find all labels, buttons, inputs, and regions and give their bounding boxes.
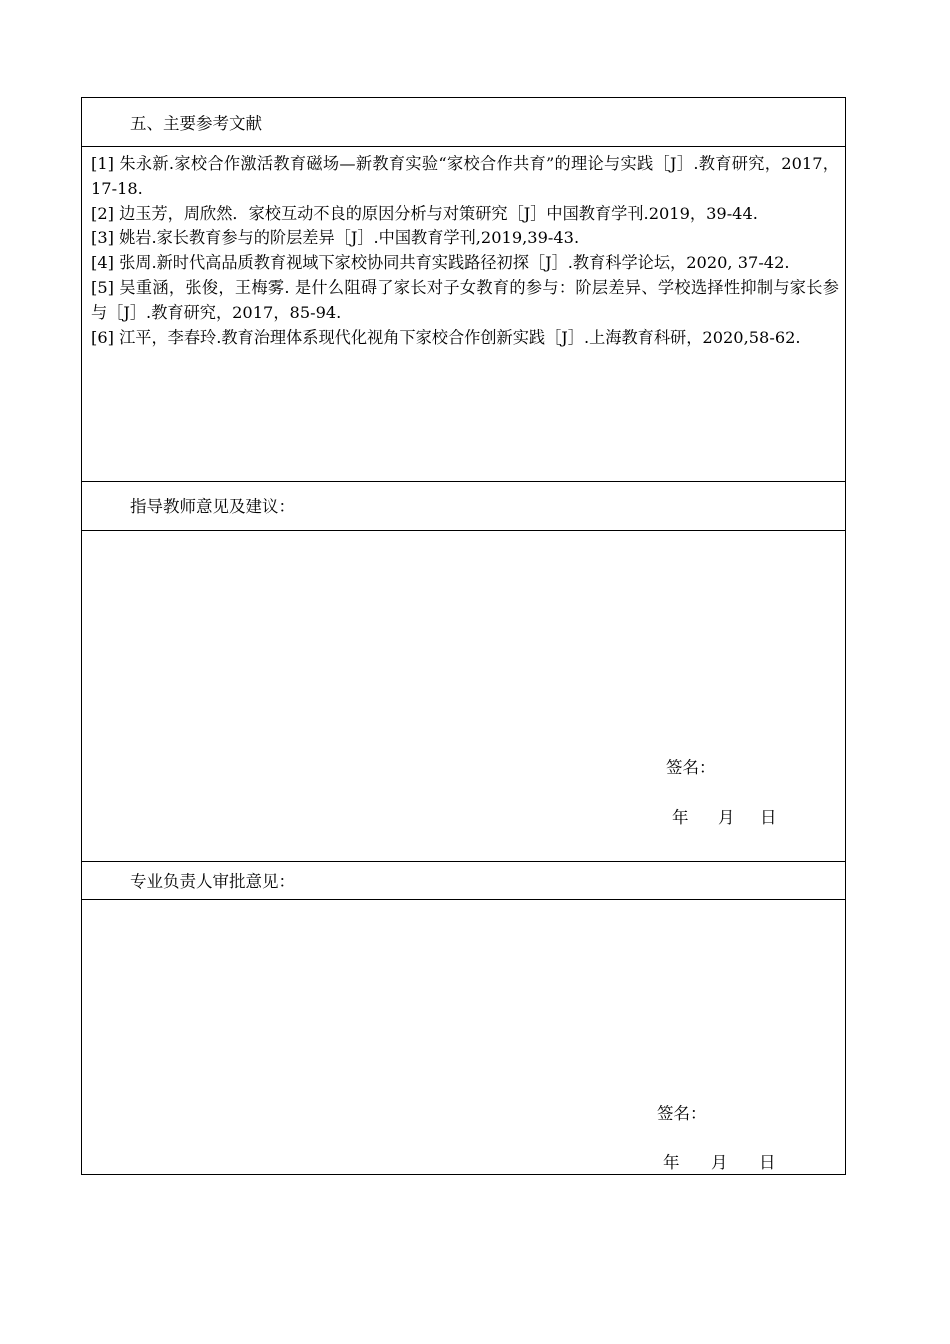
advisor-heading: 指导教师意见及建议： [130, 497, 295, 516]
references-heading-row [82, 98, 845, 147]
references-content-row [82, 147, 845, 482]
reference-item: [6] 江平，李春玲.教育治理体系现代化视角下家校合作创新实践［J］.上海教育科研，2020,58-62. [91, 327, 801, 347]
references-heading: 五、主要参考文献 [130, 114, 262, 133]
advisor-heading-row [82, 482, 845, 531]
reference-item: [4] 张周.新时代高品质教育视域下家校协同共育实践路径初探［J］.教育科学论坛，2020, 37-42. [91, 253, 790, 273]
advisor-signature-label: 签名： [666, 758, 716, 777]
reference-item: [1] 朱永新.家校合作激活教育磁场—新教育实验“家校合作共育”的理论与实践［J］.教育研究，2017，17-18. [91, 154, 839, 198]
reference-item: [3] 姚岩.家长教育参与的阶层差异［J］.中国教育学刊,2019,39-43. [91, 228, 580, 248]
director-heading-row [82, 862, 845, 900]
advisor-opinion-area[interactable] [82, 531, 845, 862]
references-list [91, 152, 839, 350]
reference-item: [2] 边玉芳，周欣然．家校互动不良的原因分析与对策研究［J］中国教育学刊.2019，39-44. [91, 203, 758, 223]
advisor-month-label: 月 [718, 808, 735, 827]
director-month-label: 月 [711, 1153, 728, 1172]
advisor-day-label: 日 [760, 808, 777, 827]
director-opinion-area[interactable] [82, 900, 845, 1174]
director-day-label: 日 [759, 1153, 776, 1172]
director-heading: 专业负责人审批意见： [130, 872, 295, 891]
reference-item: [5] 吴重涵，张俊，王梅雾. 是什么阻碍了家长对子女教育的参与：阶层差异、学校选择性抑制与家长参与［J］.教育研究，2017，85-94. [91, 277, 839, 322]
director-signature-label: 签名： [657, 1104, 707, 1123]
advisor-year-label: 年 [672, 808, 689, 827]
director-year-label: 年 [663, 1153, 680, 1172]
proposal-form-table [81, 97, 846, 1175]
